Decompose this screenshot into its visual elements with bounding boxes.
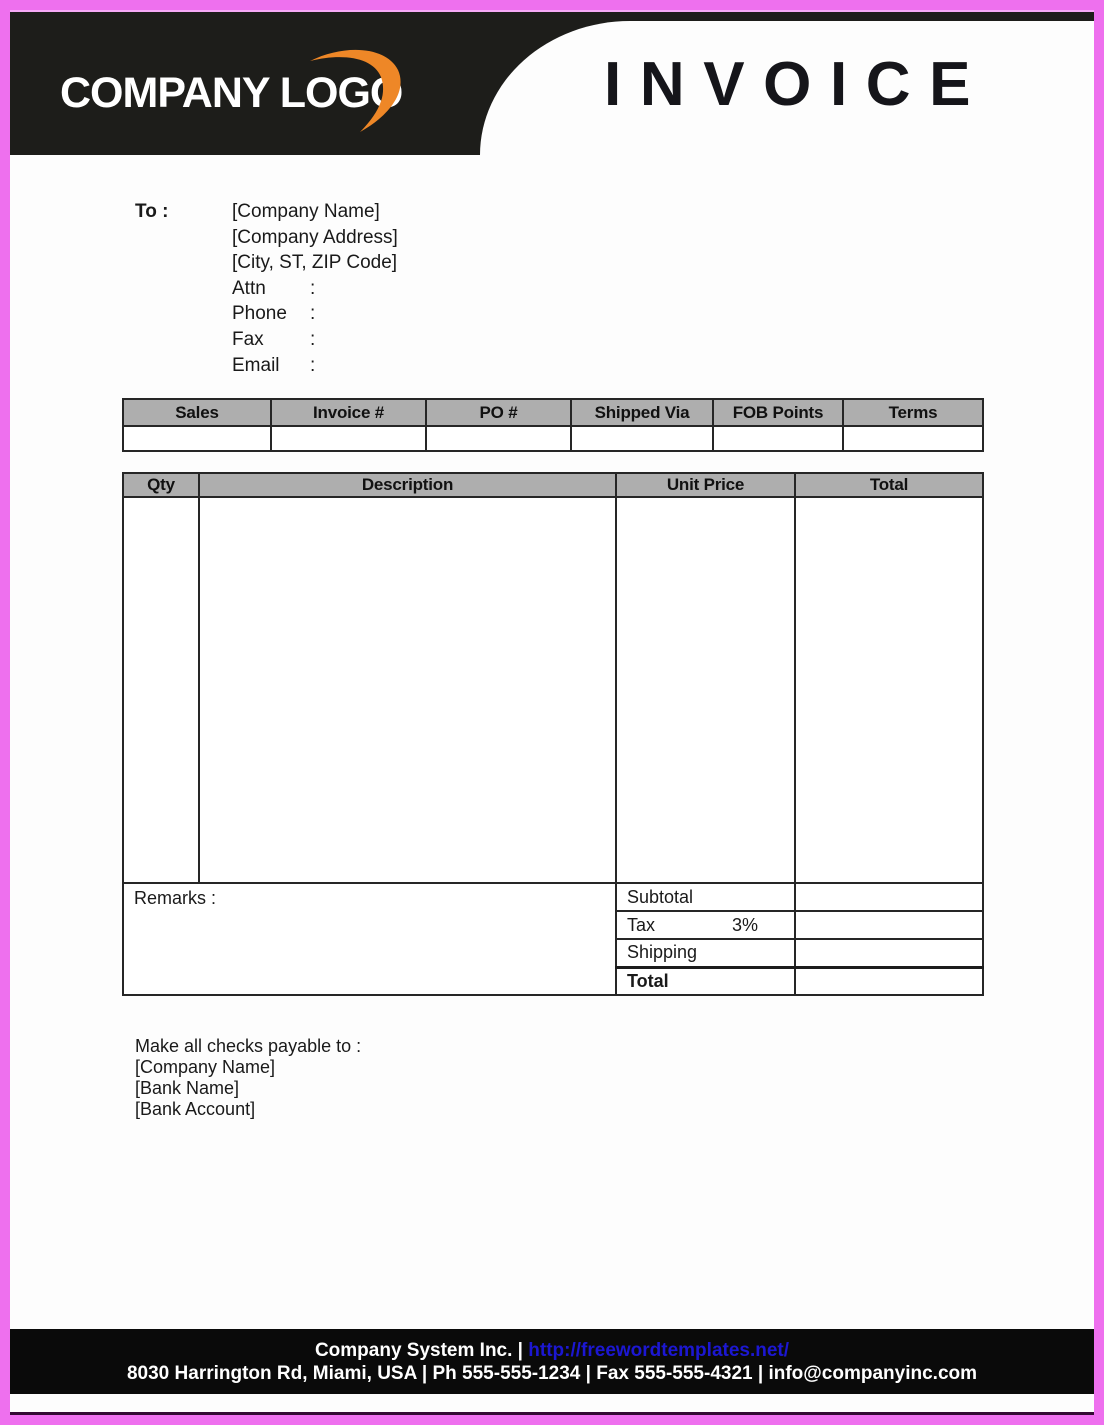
recipient-row [135, 199, 398, 225]
sales-header: Sales [123, 399, 271, 426]
phone-label: Phone [232, 303, 287, 325]
attn-label: Attn [232, 277, 266, 299]
description-header: Description [199, 473, 616, 497]
fob-points-header: FOB Points [713, 399, 843, 426]
line-items-table [122, 472, 984, 996]
remarks-label: Remarks : [134, 888, 217, 908]
subtotal-value-cell[interactable] [795, 883, 983, 911]
order-info-value-row [123, 426, 983, 451]
sales-cell[interactable] [123, 426, 271, 451]
checks-payable-instruction: Make all checks payable to : [135, 1036, 362, 1056]
fax-label: Fax [232, 328, 264, 350]
subtotal-row [123, 883, 983, 911]
recipient-phone-row [135, 301, 398, 327]
order-info-header-row [123, 399, 983, 426]
recipient-row [135, 225, 398, 251]
footer-website-link[interactable]: http://freewordtemplates.net/ [528, 1339, 790, 1361]
attn-colon: : [310, 277, 316, 299]
order-info-table [122, 398, 984, 452]
page-title: INVOICE [604, 50, 990, 119]
recipient-row [135, 250, 398, 276]
shipping-value-cell[interactable] [795, 939, 983, 967]
invoice-number-header: Invoice # [271, 399, 426, 426]
phone-colon: : [310, 303, 316, 325]
recipient-attn-row [135, 276, 398, 302]
shipping-label: Shipping [616, 939, 795, 967]
qty-header: Qty [123, 473, 199, 497]
po-number-header: PO # [426, 399, 571, 426]
total-column-cell[interactable] [795, 497, 983, 883]
company-logo-text: COMPANY LOGO [60, 69, 403, 117]
recipient-company-name: [Company Name] [232, 201, 380, 222]
terms-cell[interactable] [843, 426, 983, 451]
recipient-block [135, 199, 398, 378]
shipped-via-header: Shipped Via [571, 399, 713, 426]
items-header-row [123, 473, 983, 497]
footer-address-line: 8030 Harrington Rd, Miami, USA | Ph 555-555-1234 | Fax 555-555-4321 | info@companyinc.com [126, 1362, 978, 1384]
email-colon: : [310, 354, 316, 376]
fob-points-cell[interactable] [713, 426, 843, 451]
grand-total-label: Total [616, 967, 795, 995]
grand-total-value-cell[interactable] [795, 967, 983, 995]
remarks-cell[interactable] [123, 883, 616, 995]
description-column-cell[interactable] [199, 497, 616, 883]
tax-label-cell [616, 911, 795, 939]
shipped-via-cell[interactable] [571, 426, 713, 451]
frame-inner-shadow [10, 1412, 1094, 1415]
payee-bank-name: [Bank Name] [135, 1078, 240, 1098]
recipient-city-line: [City, ST, ZIP Code] [232, 252, 398, 274]
unit-price-header: Unit Price [616, 473, 795, 497]
footer-company-line [10, 1339, 1094, 1362]
invoice-number-cell[interactable] [271, 426, 426, 451]
items-body-row [123, 497, 983, 883]
payee-bank-account: [Bank Account] [135, 1099, 256, 1119]
recipient-email-row [135, 353, 398, 379]
tax-rate: 3% [731, 914, 758, 935]
email-label: Email [232, 354, 280, 376]
tax-value-cell[interactable] [795, 911, 983, 939]
footer-company-name: Company System Inc. | [314, 1339, 523, 1361]
logo-swoosh-icon [304, 40, 408, 136]
recipient-company-address: [Company Address] [232, 226, 398, 248]
payee-company-name: [Company Name] [135, 1057, 276, 1077]
tax-label: Tax [627, 914, 656, 935]
checks-payable-block [135, 1036, 361, 1120]
to-label: To : [135, 201, 169, 222]
footer-bar [10, 1329, 1094, 1394]
subtotal-label: Subtotal [616, 883, 795, 911]
unit-price-column-cell[interactable] [616, 497, 795, 883]
terms-header: Terms [843, 399, 983, 426]
recipient-fax-row [135, 327, 398, 353]
qty-column-cell[interactable] [123, 497, 199, 883]
po-number-cell[interactable] [426, 426, 571, 451]
fax-colon: : [310, 328, 316, 350]
total-header: Total [795, 473, 983, 497]
